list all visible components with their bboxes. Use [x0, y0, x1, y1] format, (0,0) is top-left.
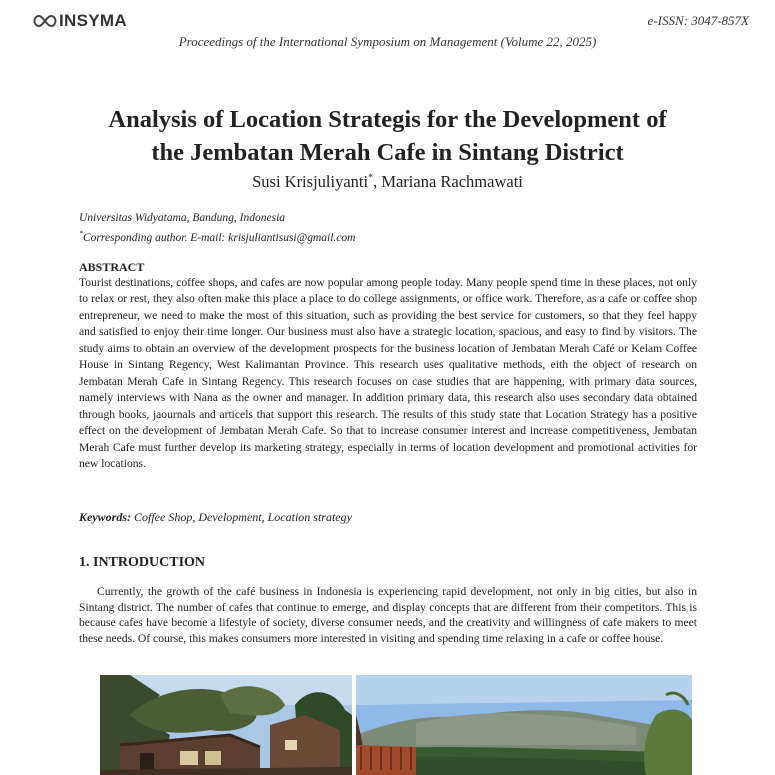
- river-landscape-photo: [356, 675, 692, 775]
- infinity-logo-icon: [32, 14, 58, 28]
- issn-label: e-ISSN: 3047-857X: [647, 13, 749, 28]
- author-secondary: , Mariana Rachmawati: [373, 172, 523, 191]
- affiliation: Universitas Widyatama, Bandung, Indonesia: [79, 212, 286, 224]
- title-line-2: the Jembatan Merah Cafe in Sintang District: [151, 139, 624, 166]
- corresponding-mark: *: [368, 172, 374, 184]
- logo-text: INSYMA: [59, 11, 127, 30]
- author-primary: Susi Krisjuliyanti: [252, 172, 369, 191]
- insyma-logo: [32, 11, 127, 31]
- introduction-paragraph: [79, 584, 697, 647]
- corresponding-text: Corresponding author. E-mail: krisjuliantisusi@gmail.com: [83, 231, 356, 244]
- abstract-heading: ABSTRACT: [79, 260, 145, 274]
- introduction-text: Currently, the growth of the café business in Indonesia is experiencing rapid development, not only in big cities, but also in Sintang district. The number of cafes that continue to emerge, and display concepts that are different from their competitors. This is because cafes have become a lifestyle of society, diverse consumer needs, and the creativity and willingness of cafe makers to meet these needs. Of course, this makes consumers more interested in visiting and spending time relaxing in a cafe or coffee house.: [79, 585, 697, 646]
- authors: [0, 172, 775, 192]
- keywords: [79, 510, 352, 525]
- paper-title: [60, 103, 715, 169]
- corresponding-footnote-mark: *: [79, 229, 83, 238]
- cafe-exterior-photo: [100, 675, 352, 775]
- keywords-text: Coffee Shop, Development, Location strategy: [131, 510, 352, 524]
- affiliations: [79, 210, 699, 246]
- title-line-1: Analysis of Location Strategis for the Development of: [108, 106, 667, 133]
- corresponding-author: [79, 226, 699, 246]
- figure-photos: [100, 675, 692, 775]
- abstract-text: Tourist destinations, coffee shops, and cafes are now popular among people today. Many people spend time in these places, not only to relax or rest, they also often make this place a place to do college assignments, or office work. Therefore, as a cafe or coffee shop entrepreneur, we need to make the most of this situation, such as providing the best service for customers, so that they feel happy and satisfied to enjoy their time longer. Our business must also have a strategic location, spacious, and easy to find by visitors. The study aims to obtain an overview of the development prospects for the business location of Jembatan Merah Café or Kelam Coffee House in Sintang Regency, West Kalimantan Province. This research uses qualitative methods, eith the object of research on Jembatan Merah Cafe in Sintang Regency. This research focuses on case studies that are happening, with primary data sources, namely interviews with Nana as the owner and manager. In addition primary data, this research also uses secondary data obtained through books, jaournals and articels that support this research. The results of this study state that Location Strategy has a positive effect on the development of Jembatan Merah Cafe. So that to increase consumer interest and increase competitiveness, Jembatan Merah Cafe must further develop its marketing strategy, especially in terms of location development and promotional activities for new locations.: [79, 276, 697, 470]
- proceedings-header: Proceedings of the International Symposium on Management (Volume 22, 2025): [178, 34, 597, 49]
- introduction-heading: 1. INTRODUCTION: [79, 555, 206, 570]
- keywords-label: Keywords:: [79, 510, 131, 524]
